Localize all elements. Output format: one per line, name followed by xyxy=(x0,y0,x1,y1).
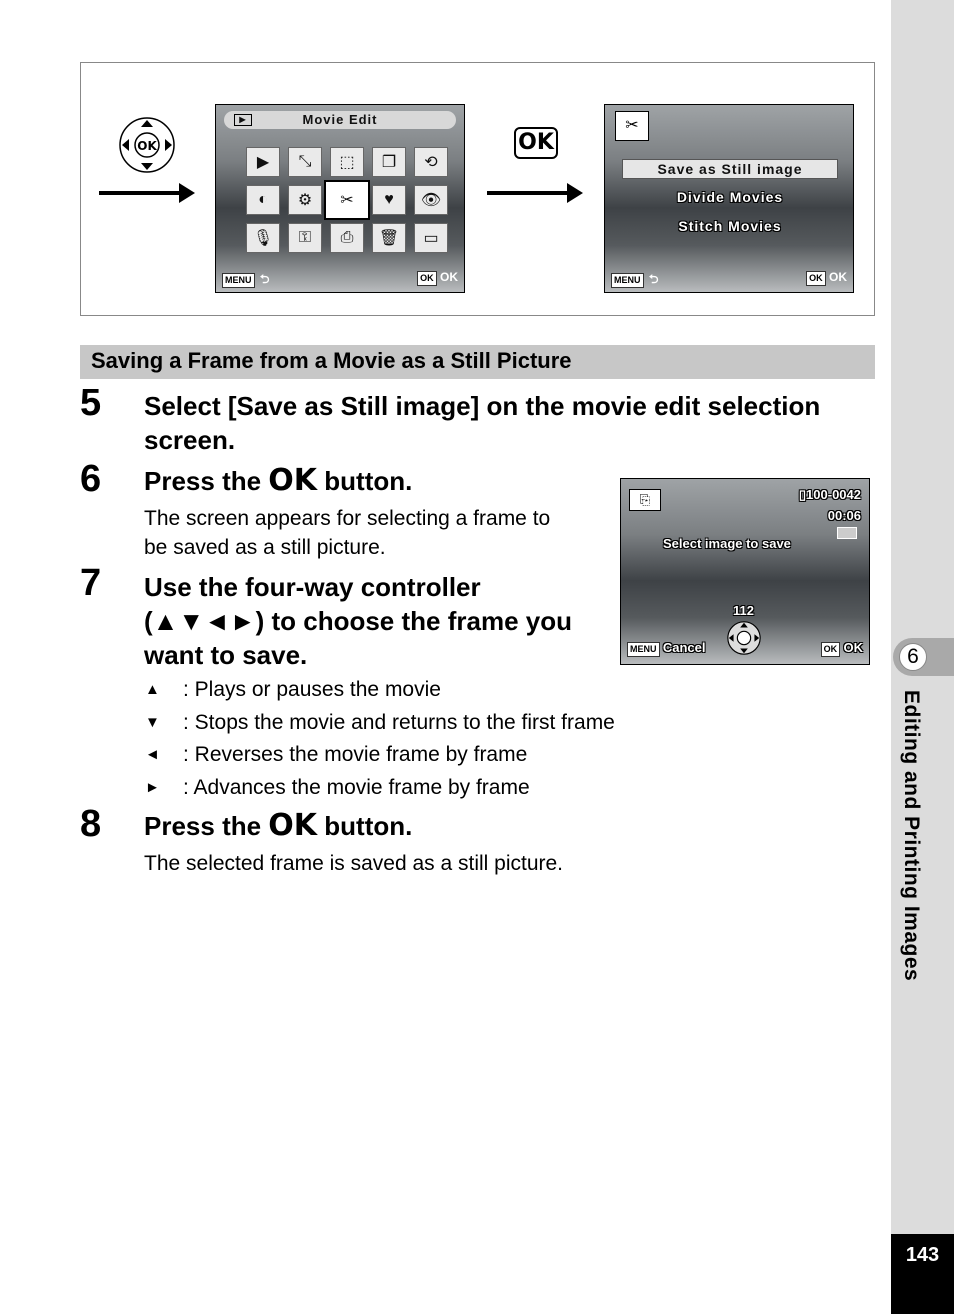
ok-label: OK xyxy=(843,640,863,655)
movie-edit-icon: ✂ xyxy=(615,111,649,141)
controller-function-item xyxy=(145,742,527,768)
back-icon: ⮌ xyxy=(259,272,270,286)
resize-icon[interactable]: ⤡ xyxy=(288,147,322,177)
chapter-number: 6 xyxy=(899,643,927,671)
save-still-icon: ⎘ xyxy=(629,489,661,511)
ok-symbol: OK xyxy=(268,463,318,498)
menu-item-stitch[interactable]: Stitch Movies xyxy=(678,218,782,234)
arrow-icon xyxy=(487,183,583,203)
direction-arrow-icon: ▲ xyxy=(145,681,160,698)
ok-label: OK xyxy=(829,270,847,284)
step-8-number: 8 xyxy=(80,803,102,845)
four-way-controller-icon xyxy=(118,116,176,174)
direction-arrow-icon: ◄ xyxy=(145,746,160,763)
cancel-label: Cancel xyxy=(662,640,706,655)
dpof-icon[interactable]: ⎙ xyxy=(330,223,364,253)
controller-function-item xyxy=(145,677,441,703)
screen2-footer xyxy=(611,270,847,288)
ok-chip: OK xyxy=(417,271,437,286)
ok-symbol: OK xyxy=(268,808,318,843)
menu-chip: MENU xyxy=(611,273,644,288)
ok-label: OK xyxy=(440,270,458,284)
frame-screen-footer xyxy=(627,640,863,658)
arrow-icon xyxy=(99,183,195,203)
controller-function-item xyxy=(145,710,615,736)
file-number: ▯100-0042 xyxy=(798,487,861,502)
controller-function-item xyxy=(145,775,530,801)
screen1-footer xyxy=(222,270,458,288)
function-description: : Plays or pauses the movie xyxy=(183,678,441,701)
ok-chip: OK xyxy=(821,642,841,657)
step-5-text: Select [Save as Still image] on the movie edit selection screen. xyxy=(144,391,821,455)
edit-icon-grid xyxy=(242,145,452,255)
protect-icon[interactable]: ⚿ xyxy=(288,223,322,253)
function-description: : Stops the movie and returns to the first frame xyxy=(183,710,615,734)
frame-icon[interactable]: ♥ xyxy=(372,185,406,215)
movie-edit-title: ▶ Movie Edit xyxy=(224,111,456,129)
step-8-text: Press the OK button. xyxy=(144,808,413,843)
menu-item-divide[interactable]: Divide Movies xyxy=(676,189,784,205)
menu-item-save-still[interactable]: Save as Still image xyxy=(622,159,838,179)
direction-arrow-icon: ► xyxy=(145,778,160,796)
time-counter: 00:06 xyxy=(827,508,861,523)
menu-chip: MENU xyxy=(627,642,660,657)
select-prompt: Select image to save xyxy=(663,536,791,551)
rotate-icon[interactable]: ⟲ xyxy=(414,147,448,177)
movie-edit-icon[interactable]: ✂ xyxy=(324,180,370,220)
battery-icon xyxy=(837,527,857,539)
frame-select-screen xyxy=(620,478,870,665)
red-eye-icon[interactable]: 👁 xyxy=(414,185,448,215)
playback-icon: ▶ xyxy=(234,114,252,126)
step-6-number: 6 xyxy=(80,458,102,500)
filter-icon[interactable]: ◐ xyxy=(246,185,280,215)
copy-icon[interactable]: ❐ xyxy=(372,147,406,177)
step-5-number: 5 xyxy=(80,382,102,424)
page-number: 143 xyxy=(891,1234,954,1314)
color-filter-icon[interactable]: ⚙ xyxy=(288,185,322,215)
ok-chip: OK xyxy=(806,271,826,286)
step-6-description: The screen appears for selecting a frame to be saved as a still picture. xyxy=(144,507,551,559)
start-screen-icon[interactable]: ▭ xyxy=(414,223,448,253)
controller-ok-label: OK xyxy=(137,139,157,153)
play-icon[interactable]: ▶ xyxy=(246,147,280,177)
function-description: : Advances the movie frame by frame xyxy=(183,775,530,799)
chapter-tab xyxy=(893,638,954,676)
step-8-description: The selected frame is saved as a still picture. xyxy=(144,852,564,875)
delete-icon[interactable]: 🗑 xyxy=(372,223,406,253)
movie-edit-screen xyxy=(215,104,465,293)
menu-chip: MENU xyxy=(222,273,255,288)
step-6-text: Press the OK button. xyxy=(144,463,413,498)
step-7-number: 7 xyxy=(80,562,102,604)
chapter-title: Editing and Printing Images xyxy=(900,690,923,982)
crop-icon[interactable]: ⬚ xyxy=(330,147,364,177)
edit-submenu-screen xyxy=(604,104,854,293)
frame-count: 112 xyxy=(733,603,754,618)
function-description: : Reverses the movie frame by frame xyxy=(183,743,528,766)
direction-arrow-icon: ▼ xyxy=(145,713,160,731)
step-7-text: Use the four-way controller (▲▼◄►) to choose the frame you want to save. xyxy=(144,572,572,670)
back-icon: ⮌ xyxy=(648,272,659,286)
ok-button-icon: OK xyxy=(514,127,558,159)
voice-memo-icon[interactable]: 🎙 xyxy=(246,223,280,253)
section-title: Saving a Frame from a Movie as a Still Picture xyxy=(80,345,875,379)
